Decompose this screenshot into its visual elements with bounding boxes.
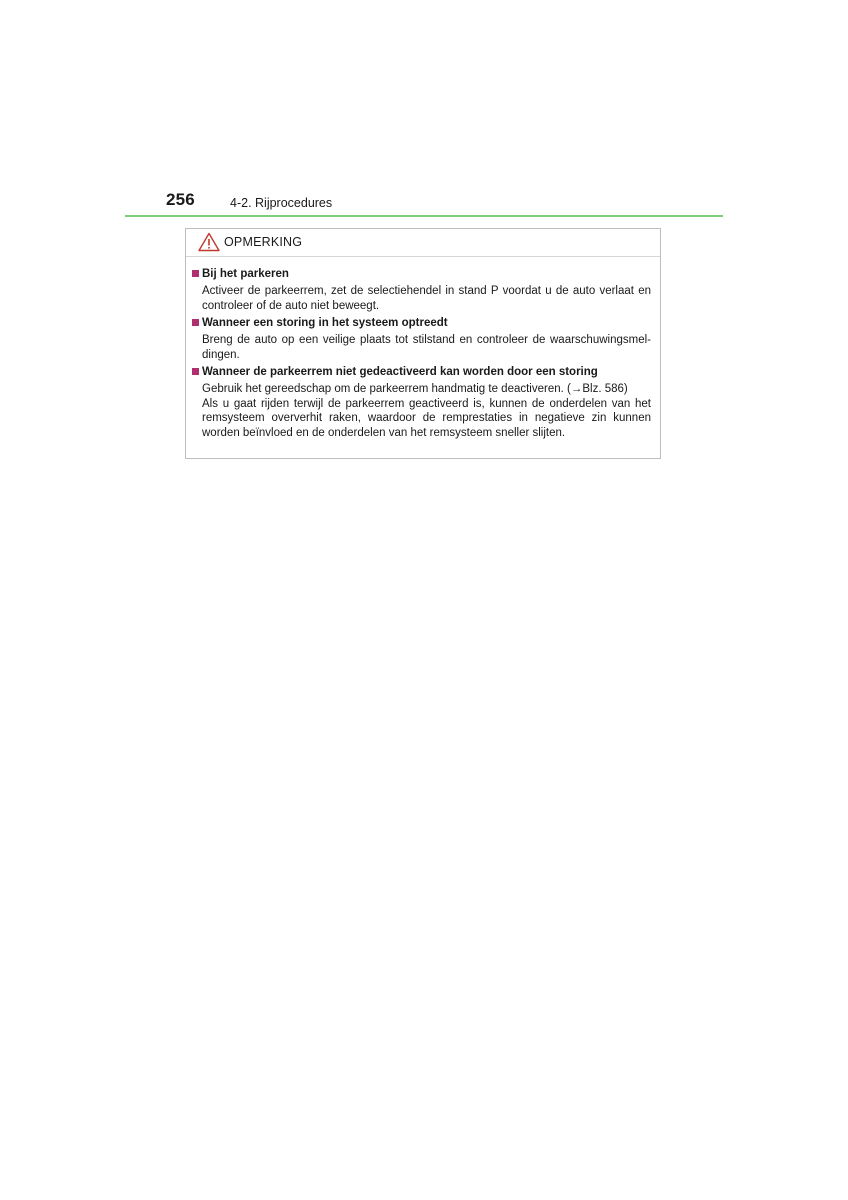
item-body	[186, 333, 660, 362]
notice-item	[186, 316, 660, 362]
page-number: 256	[166, 190, 195, 209]
item-body	[186, 382, 660, 440]
notice-header	[186, 229, 660, 257]
item-heading	[186, 316, 660, 330]
header-rule	[125, 215, 723, 217]
bullet-icon	[192, 368, 199, 375]
notice-item	[186, 267, 660, 313]
bullet-icon	[192, 319, 199, 326]
item-paragraph: Breng de auto op een veilige plaats tot stilstand en controleer de waarschuwingsmeldingen.	[202, 334, 651, 361]
item-heading-text: Wanneer de parkeerrem niet gedeactiveerd kan worden door een storing	[202, 366, 598, 378]
item-paragraph: Als u gaat rijden terwijl de parkeerrem geactiveerd is, kunnen de onderdelen van het remsysteem oververhit raken, waardoor de remprestaties in negatieve zin kunnen worden beïnvloed en de onderdelen van het remsysteem sneller slijten.	[202, 397, 651, 439]
notice-item	[186, 365, 660, 440]
item-heading	[186, 365, 660, 379]
item-body	[186, 284, 660, 313]
item-heading-text: Bij het parkeren	[202, 268, 289, 280]
item-heading	[186, 267, 660, 281]
section-title: 4-2. Rijprocedures	[230, 196, 333, 210]
notice-title: OPMERKING	[224, 235, 303, 249]
notice-items	[186, 267, 660, 443]
bullet-icon	[192, 270, 199, 277]
item-paragraph: Gebruik het gereedschap om de parkeerrem handmatig te deactiveren. (→Blz. 586)	[202, 383, 628, 395]
notice-box	[185, 228, 661, 459]
warning-triangle-icon	[198, 232, 220, 252]
item-paragraph: Activeer de parkeerrem, zet de selectiehendel in stand P voordat u de auto verlaat en controleer of de auto niet beweegt.	[202, 285, 651, 312]
item-heading-text: Wanneer een storing in het systeem optreedt	[202, 317, 448, 329]
